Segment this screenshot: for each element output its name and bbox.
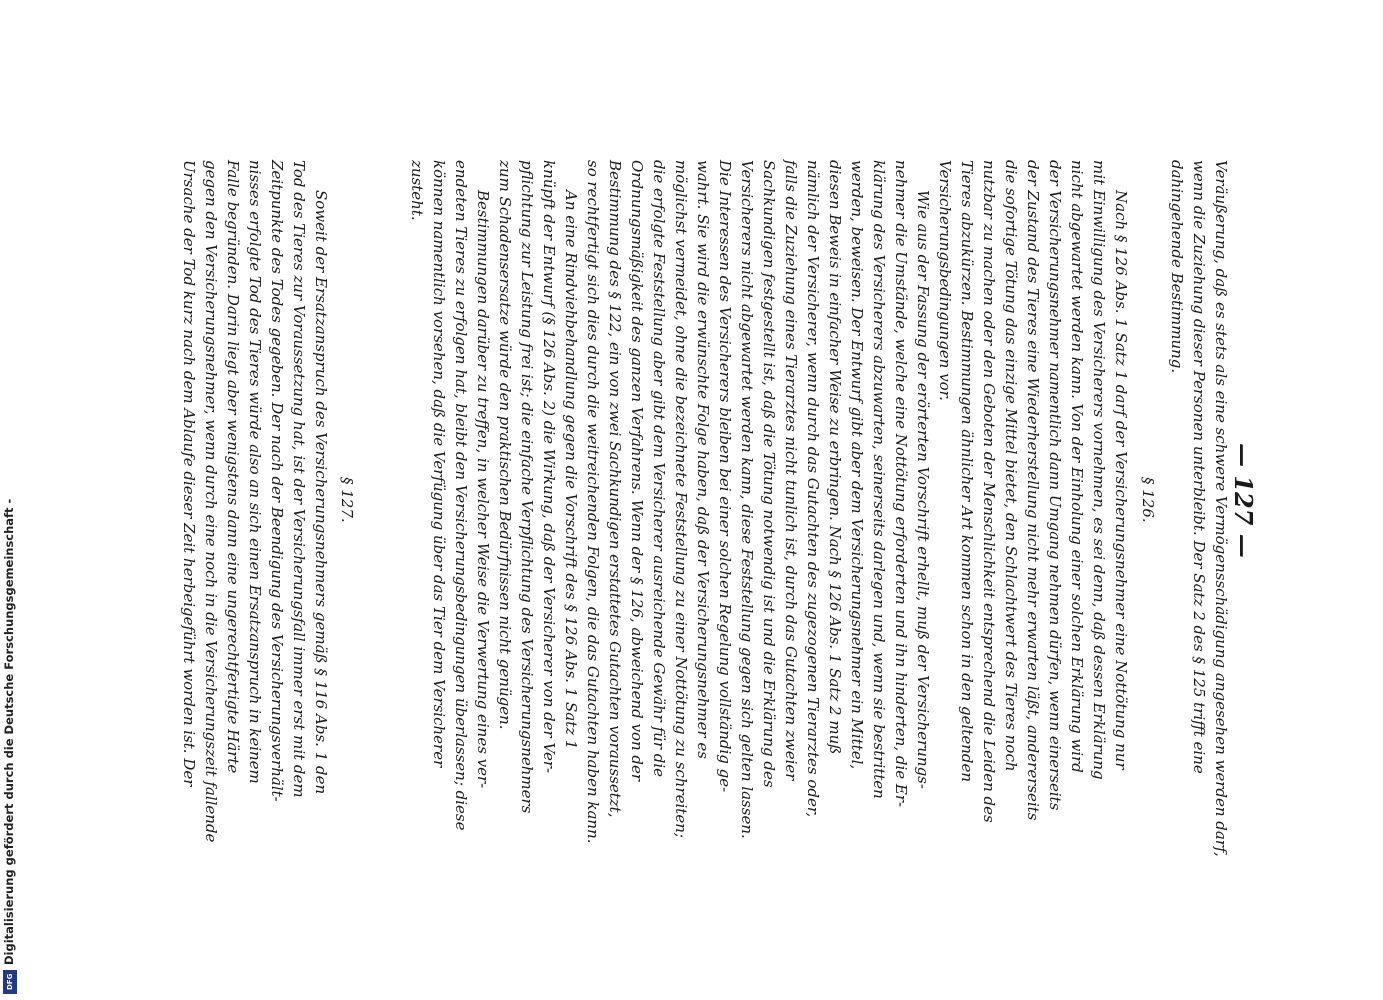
- text-line: Zeitpunkte des Todes gegeben. Der nach der Beendigung des Versicherungsverhält-: [268, 160, 286, 802]
- text-line: Versicherers nicht abgewartet werden kann, diese Feststellung gegen sich gelten lassen.: [738, 160, 756, 839]
- text-line: Sachkundigen festgestellt ist, daß die Tötung notwendig ist und die Erklärung des: [760, 160, 778, 788]
- text-line: zusteht.: [408, 160, 426, 221]
- text-line: endeten Tieres zu erfolgen hat, bleibt den Versicherungsbedingungen überlassen; diese: [452, 160, 470, 831]
- text-line: mit Einwilligung des Versicherers vornehmen, es sei denn, daß dessen Erklärung: [1090, 160, 1108, 780]
- text-line: Tieres abzukürzen. Bestimmungen ähnlicher Art kommen schon in den geltenden: [958, 160, 976, 783]
- text-line: Veräußerung, daß es stets als eine schwere Vermögensschädigung angesehen werden darf,: [1212, 160, 1230, 857]
- text-line: so rechtfertigt sich dies durch die weitreichenden Folgen, die das Gutachten haben kann.: [584, 160, 602, 844]
- text-line: Nach § 126 Abs. 1 Satz 1 darf der Versicherungsnehmer eine Nottötung nur: [1112, 190, 1130, 770]
- text-line: diesen Beweis in einfacher Weise zu erbringen. Nach § 126 Abs. 1 Satz 2 muß: [826, 160, 844, 755]
- digitization-credit: Digitalisierung gefördert durch die Deutsche Forschungsgemeinschaft -: [2, 498, 16, 965]
- digitization-credit-bar: [0, 0, 22, 1000]
- text-line: können namentlich vorsehen, daß die Verfügung über das Tier dem Versicherer: [430, 160, 448, 768]
- text-line: nehmer die Umstände, welche eine Nottötung erforderten und ihn hinderten, die Er-: [892, 160, 910, 808]
- text-line: pflichtung zur Leistung frei ist; die einfache Verpflichtung des Versicherungsnehmers: [518, 160, 536, 814]
- text-line: Ordnungsmäßigkeit des ganzen Verfahrens. Wenn der § 126, abweichend von der: [628, 160, 646, 782]
- text-line: Bestimmung des § 122, ein von zwei Sachkundigen erstattetes Gutachten voraussetzt,: [606, 160, 624, 818]
- text-line: Die Interessen des Versicherers bleiben bei einer solchen Regelung vollständig ge-: [716, 160, 734, 793]
- text-line: Ursache der Tod kurz nach dem Ablaufe dieser Zeit herbeigeführt worden ist. Der: [180, 160, 198, 787]
- text-line: Tod des Tieres zur Voraussetzung hat, ist der Versicherungsfall immer erst mit dem: [290, 160, 308, 798]
- text-line: dahingehende Bestimmung.: [1168, 160, 1186, 374]
- text-line: knüpft der Entwurf (§ 126 Abs. 2) die Wirkung, daß der Versicherer von der Ver-: [540, 160, 558, 774]
- dfg-logo: DFG: [3, 970, 17, 994]
- text-line: nisses erfolgte Tod des Tieres würde also an sich einen Ersatzanspruch in keinem: [246, 160, 264, 784]
- text-line: nämlich der Versicherer, wenn durch das Gutachten des zugezogenen Tierarztes oder,: [804, 160, 822, 818]
- text-line: Falle begründen. Darin liegt aber wenigstens dann eine ungerechtfertigte Härte: [224, 160, 242, 774]
- section-heading: § 126.: [1139, 477, 1157, 523]
- text-line: wahrt. Sie wird die erwünschte Folge haben, daß der Versicherungsnehmer es: [694, 160, 712, 759]
- text-line: die erfolgte Feststellung aber gibt dem Versicherer ausreichende Gewähr für die: [650, 160, 668, 778]
- text-line: zum Schadensersatze würde den praktischen Bedürfnissen nicht genügen.: [496, 160, 514, 730]
- text-line: nutzbar zu machen oder den Geboten der Menschlichkeit entsprechend die Leiden des: [980, 160, 998, 823]
- text-line: gegen den Versicherungsnehmer, wenn durch eine noch in die Versicherungszeit fallende: [202, 160, 220, 843]
- text-line: die sofortige Tötung das einzige Mittel bietet, den Schlachtwert des Tieres noch: [1002, 160, 1020, 772]
- section-heading: § 127.: [338, 477, 356, 523]
- text-line: werden, beweisen. Der Entwurf gibt aber dem Versicherungsnehmer ein Mittel,: [848, 160, 866, 770]
- text-line: nicht abgewartet werden kann. Von der Einholung einer solchen Erklärung wird: [1068, 160, 1086, 773]
- text-line: Wie aus der Fassung der erörterten Vorschrift erhellt, muß der Versicherungs-: [914, 190, 932, 789]
- section-heading: — 127 —: [1229, 442, 1258, 558]
- text-line: An eine Rindviehbehandlung gegen die Vorschrift des § 126 Abs. 1 Satz 1: [562, 190, 580, 750]
- text-line: der Zustand des Tieres eine Wiederherstellung nicht mehr erwarten läßt, andererseits: [1024, 160, 1042, 821]
- text-line: möglichst vermeidet, ohne die bezeichnete Feststellung zu einer Nottötung zu schreiten;: [672, 160, 690, 838]
- text-line: falls die Zuziehung eines Tierarztes nicht tunlich ist, durch das Gutachten zweier: [782, 160, 800, 781]
- text-line: Soweit der Ersatzanspruch des Versicherungsnehmers gemäß § 116 Abs. 1 den: [312, 190, 330, 795]
- text-line: Bestimmungen darüber zu treffen, in welcher Weise die Verwertung eines ver-: [474, 190, 492, 789]
- text-line: Versicherungsbedingungen vor.: [936, 160, 954, 401]
- text-line: wenn die Zuziehung dieser Personen unterbleibt. Der Satz 2 des § 125 trifft eine: [1190, 160, 1208, 774]
- text-line: der Versicherungsnehmer namentlich dann Umgang nehmen dürfen, wenn einerseits: [1046, 160, 1064, 811]
- text-line: klärung des Versicherers abzuwarten, seinerseits darlegen und, wenn sie bestritten: [870, 160, 888, 799]
